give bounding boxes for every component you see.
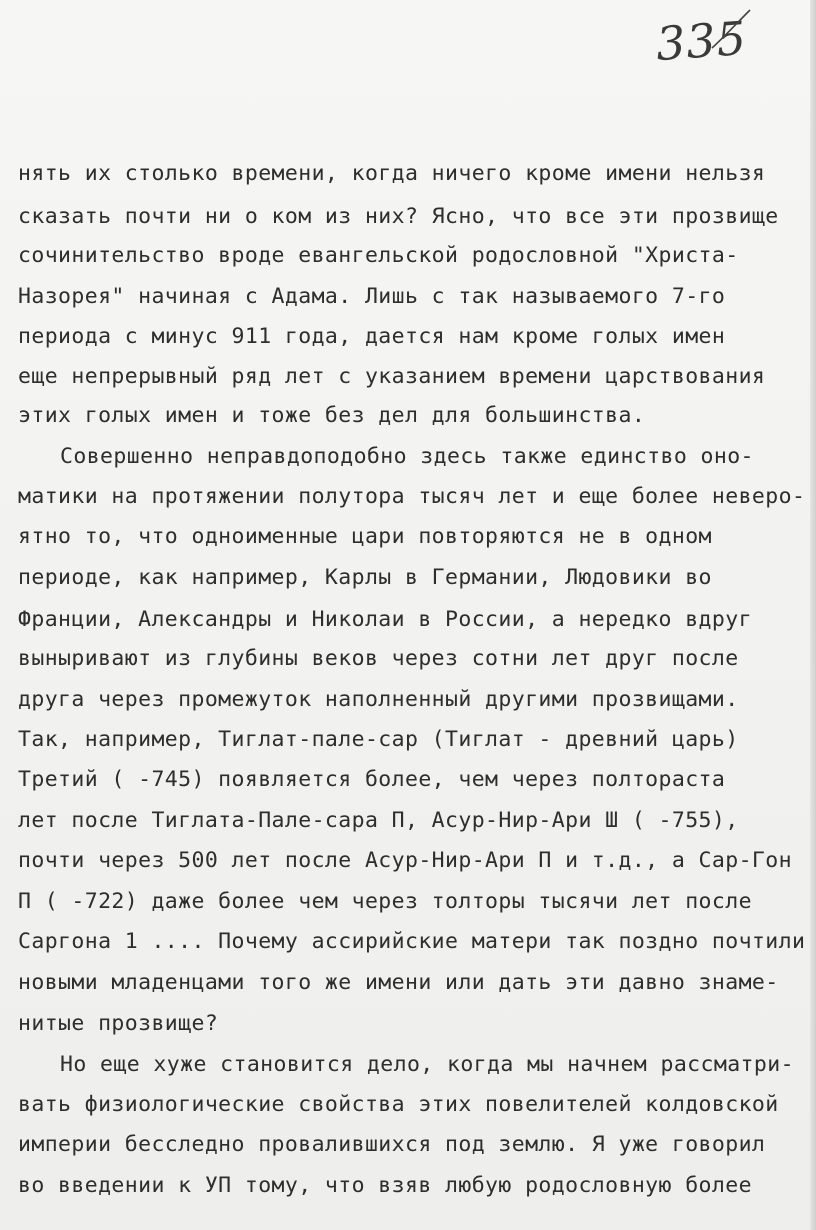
text-line: нитые прозвище? bbox=[18, 1011, 219, 1036]
text-line: сказать почти ни о ком из них? Ясно, что все эти прозвище bbox=[18, 204, 779, 229]
text-line: Но еще хуже становится дело, когда мы начнем рассматри- bbox=[60, 1052, 794, 1077]
text-line: П ( -722) даже более чем через толторы тысячи лет после bbox=[18, 889, 752, 914]
text-line: Так, например, Тиглат-пале-сар (Тиглат - древний царь) bbox=[18, 727, 739, 752]
text-line: вать физиологические свойства этих повелителей колдовской bbox=[18, 1092, 779, 1117]
text-line: Третий ( -745) появляется более, чем через полтораста bbox=[18, 767, 726, 792]
text-line: периода с минус 911 года, дается нам кроме голых имен bbox=[18, 324, 726, 349]
text-line: нять их столько времени, когда ничего кроме имени нельзя bbox=[18, 161, 766, 186]
text-line: еще непрерывный ряд лет с указанием времени царствования bbox=[18, 364, 766, 389]
text-line: матики на протяжении полутора тысяч лет и еще более неверо- bbox=[18, 484, 806, 509]
text-line: лет после Тиглата-Пале-сара П, Асур-Нир-Ари Ш ( -755), bbox=[18, 808, 739, 833]
text-line: империи бесследно провалившихся под землю. Я уже говорил bbox=[18, 1132, 766, 1157]
text-line: Совершенно неправдоподобно здесь также единство оно- bbox=[60, 444, 754, 469]
text-line: ятно то, что одноименные цари повторяются не в одном bbox=[18, 524, 712, 549]
text-line: сочинительство вроде евангельской родословной "Христа- bbox=[18, 243, 739, 268]
page-number-text: 335 bbox=[654, 10, 749, 72]
text-line: выныривают из глубины веков через сотни лет друг после bbox=[18, 646, 739, 671]
text-line: новыми младенцами того же имени или дать эти давно знаме- bbox=[18, 970, 779, 995]
text-line: друга через промежуток наполненный другими прозвищами. bbox=[18, 687, 739, 712]
text-line: почти через 500 лет после Асур-Нир-Ари П и т.д., а Сар-Гон bbox=[18, 848, 792, 873]
text-line: Назорея" начиная с Адама. Лишь с так называемого 7-го bbox=[18, 284, 726, 309]
text-line: Саргона 1 .... Почему ассирийские матери так поздно почтили bbox=[18, 929, 806, 954]
text-line: Франции, Александры и Николаи в России, а нередко вдруг bbox=[18, 607, 752, 632]
text-line: во введении к УП тому, что взяв любую родословную более bbox=[18, 1173, 752, 1198]
text-line: периоде, как например, Карлы в Германии, Людовики во bbox=[18, 565, 712, 590]
text-line: этих голых имен и тоже без дел для большинства. bbox=[18, 403, 646, 428]
